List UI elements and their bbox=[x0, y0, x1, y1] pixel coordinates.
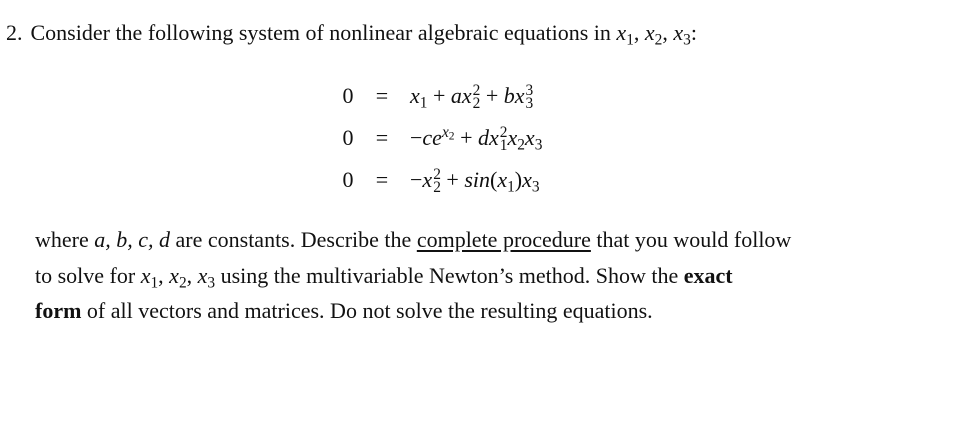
underlined-phrase: complete procedure bbox=[416, 227, 591, 252]
equals-sign: = bbox=[375, 83, 389, 108]
equals-sign: = bbox=[375, 125, 389, 150]
question-intro-vars: $x_1$, $x_2$, $x_3$: bbox=[616, 20, 697, 49]
body-line-2: to solve for $x_1$, $x_2$, $x_3$ using the multivariable Newton’s method. Show the exact bbox=[35, 262, 733, 291]
question-body bbox=[35, 222, 915, 329]
question-heading bbox=[6, 18, 697, 48]
question-intro: Consider the following system of nonlinear algebraic equations in bbox=[30, 20, 611, 45]
equation-rhs: $-ce^{x2}$ + dx 2 1 $x_2x_3$ bbox=[410, 123, 543, 155]
equation-rhs: $x_1$ + ax 2 2 + bx 3 3 bbox=[410, 82, 534, 113]
body-line-1: where a, b, c, d are constants. Describe the complete procedure that you would follow bbox=[35, 227, 792, 252]
equals-sign: = bbox=[375, 167, 389, 192]
equation-lhs: 0 bbox=[342, 83, 354, 108]
question-number: 2. bbox=[6, 20, 23, 45]
bold-phrase-exact: exact bbox=[683, 262, 733, 288]
equation-lhs: 0 bbox=[342, 125, 354, 150]
equation-rhs: −x 2 2 + $\sin(x_1)x_3$ bbox=[410, 166, 540, 197]
constants-list: a, b, c, d bbox=[94, 227, 171, 252]
equation-lhs: 0 bbox=[342, 167, 354, 192]
body-line-3: form of all vectors and matrices. Do not solve the resulting equations. bbox=[35, 298, 653, 323]
body-vars: $x_1$, $x_2$, $x_3$ bbox=[140, 262, 216, 291]
bold-phrase-form: form bbox=[35, 298, 82, 323]
